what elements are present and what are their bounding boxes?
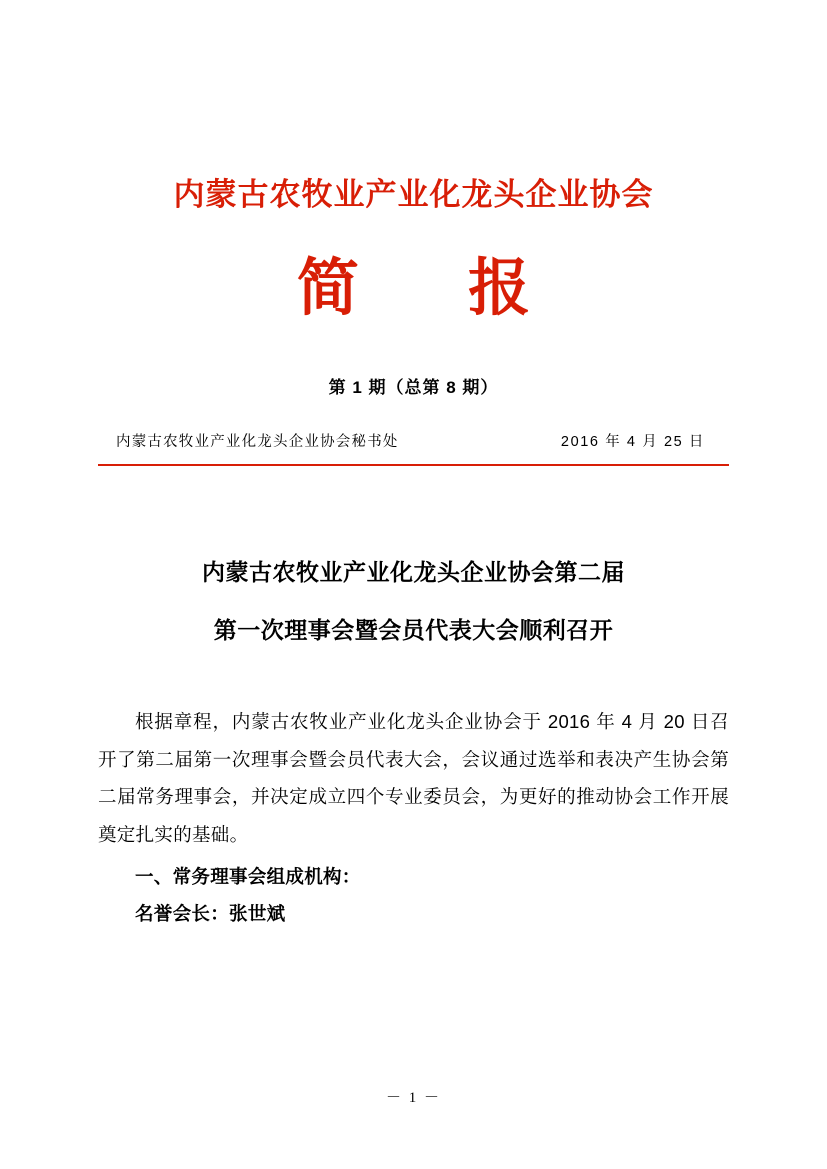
section-heading-1: 一、常务理事会组成机构： [135,865,361,887]
honorary-chair-line [98,895,729,933]
article-title-line-2: 第一次理事会暨会员代表大会顺利召开 [213,616,614,643]
article-title [98,544,729,659]
page-number: － 1 － [385,1090,441,1106]
bulletin-title: 简 报 [296,254,577,324]
honorary-chair-label: 名誉会长： [135,903,230,925]
masthead [98,0,729,466]
publisher-name: 内蒙古农牧业产业化龙头企业协会秘书处 [116,434,399,451]
article-paragraph-1: 根据章程，内蒙古农牧业产业化龙头企业协会于 2016 年 4 月 20 日召开了第二届第一次理事会暨会员代表大会，会议通过选举和表决产生协会第二届常务理事会，并决定成立四个专业委员会，为更好的推动协会工作开展奠定扎实的基础。 [98,711,729,846]
red-divider-rule [98,464,729,466]
article-title-line-1: 内蒙古农牧业产业化龙头企业协会第二届 [202,559,625,586]
honorary-chair-name: 张世斌 [229,903,286,925]
imprint-row [98,430,729,451]
article-body [98,703,729,932]
publication-date: 2016 年 4 月 25 日 [560,434,705,451]
issue-number: 第 1 期（总第 8 期） [328,378,499,398]
organization-title: 内蒙古农牧业产业化龙头企业协会 [173,177,654,212]
